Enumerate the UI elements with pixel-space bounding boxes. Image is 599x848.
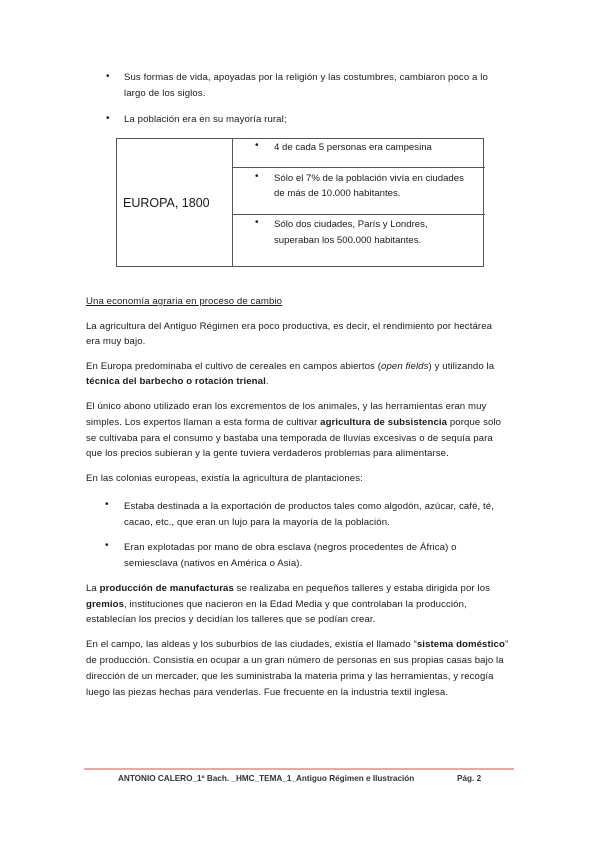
paragraph-line: se cultivaba para el consumo y bastaba una temporada de lluvias excesivas o de sequía para: [86, 433, 493, 444]
bullet-dot: •: [105, 499, 109, 510]
table-divider: [232, 139, 233, 266]
table-cell-text: Sólo dos ciudades, París y Londres,: [274, 219, 428, 230]
table-cell-text: superaban los 500.000 habitantes.: [274, 235, 422, 246]
bullet-dot: •: [255, 217, 259, 228]
bullet-text: semiesclava (nativos en América o Asia).: [124, 558, 303, 569]
paragraph-line: dirección de un mercader, que les suministraba la materia prima y las herramientas, y recogía: [86, 671, 494, 682]
bullet-text: Sus formas de vida, apoyadas por la religión y las costumbres, cambiaron poco a lo: [124, 72, 488, 83]
bullet-text: Estaba destinada a la exportación de productos tales como algodón, azúcar, café, té,: [124, 501, 494, 512]
bullet-dot: •: [105, 540, 109, 551]
bullet-dot: •: [255, 140, 259, 151]
paragraph-line: era muy bajo.: [86, 336, 146, 347]
page-number: Pág. 2: [457, 774, 482, 783]
paragraph-line: En Europa predominaba el cultivo de cereales en campos abiertos (open fields) y utilizando la: [86, 361, 495, 372]
table-label: EUROPA, 1800: [123, 196, 210, 210]
paragraph-line: de producción. Consistía en ocupar a un gran número de personas en sus propias casas bajo la: [86, 655, 504, 666]
population-table: [116, 138, 484, 267]
paragraph-line: que los precios subieran y la gente tuviera verdaderos problemas para alimentarse.: [86, 448, 449, 459]
bullet-text: largo de los siglos.: [124, 88, 206, 99]
bullet-text: cacao, etc., que eran un lujo para la mayoría de la población.: [124, 517, 390, 528]
paragraph-line: establecían los precios y decidían los talleres que se podían crear.: [86, 614, 376, 625]
bullet-dot: •: [255, 171, 259, 182]
paragraph-line: simples. Los expertos llaman a esta forma de cultivar agricultura de subsistencia porque solo: [86, 417, 502, 428]
table-cell-text: Sólo el 7% de la población vivía en ciudades: [274, 173, 464, 184]
paragraph-line: La agricultura del Antiguo Régimen era poco productiva, es decir, el rendimiento por hectárea: [86, 321, 493, 332]
footer-rule: [84, 768, 514, 770]
bullet-dot: •: [106, 113, 110, 124]
paragraph-line: técnica del barbecho o rotación trienal.: [86, 376, 269, 387]
paragraph-line: En las colonias europeas, existía la agricultura de plantaciones:: [86, 473, 363, 484]
paragraph-line: gremios, instituciones que nacieron en la Edad Media y que controlaban la producción,: [86, 599, 467, 610]
bullet-text: La población era en su mayoría rural;: [124, 114, 287, 125]
footer-text: ANTONIO CALERO_1º Bach. _HMC_TEMA_1_Antiguo Régimen e Ilustración: [118, 774, 415, 783]
bullet-dot: •: [106, 71, 110, 82]
paragraph-line: luego las piezas hechas para venderlas. Fue frecuente en la industria textil inglesa.: [86, 687, 449, 698]
table-cell-text: 4 de cada 5 personas era campesina: [274, 142, 432, 153]
paragraph-line: La producción de manufacturas se realizaba en pequeños talleres y estaba dirigida por los: [86, 583, 491, 594]
section-heading: Una economía agraria en proceso de cambio: [86, 296, 283, 307]
table-divider: [232, 214, 485, 215]
table-divider: [232, 167, 485, 168]
paragraph-line: El único abono utilizado eran los excrementos de los animales, y las herramientas eran muy: [86, 401, 487, 412]
bullet-text: Eran explotadas por mano de obra esclava (negros procedentes de África) o: [124, 542, 457, 553]
paragraph-line: En el campo, las aldeas y los suburbios de las ciudades, existía el llamado “sistema doméstico”: [86, 639, 509, 650]
table-cell-text: de más de 10.000 habitantes.: [274, 188, 401, 199]
